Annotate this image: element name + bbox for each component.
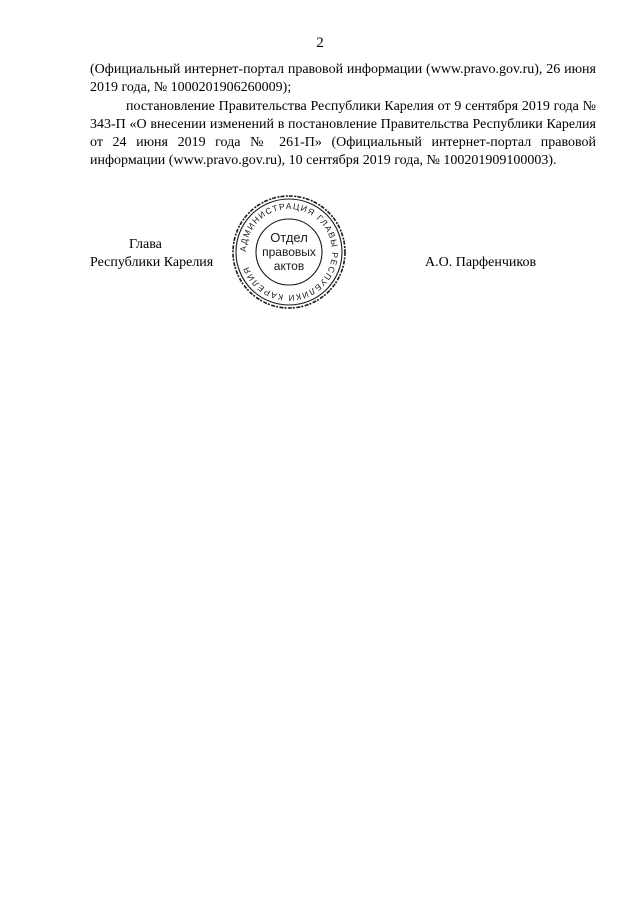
seal-center-line3: актов [273, 259, 305, 273]
official-seal-stamp [231, 194, 347, 310]
paragraph-continuation: (Официальный интернет-портал правовой информации (www.pravo.gov.ru), 26 июня 2019 года, № 1000201906260009); [90, 62, 596, 96]
seal-center-line2: правовых [262, 245, 316, 259]
page-number: 2 [316, 35, 324, 51]
seal-ring-text: АДМИНИСТРАЦИЯ ГЛАВЫ РЕСПУБЛИКИ КАРЕЛИЯ [237, 200, 341, 304]
signatory-title-line1: Глава [129, 237, 162, 252]
signatory-title-line2: Республики Карелия [90, 255, 214, 270]
body-text [90, 61, 596, 171]
seal-graphic [231, 194, 347, 310]
signatory-name: А.О. Парфенчиков [425, 255, 537, 270]
paragraph-resolution: постановление Правительства Республики Карелия от 9 сентября 2019 года № 343-П «О внесении изменений в постановление Правительства Республики Карелия от 24 июня 2019 года № 261-П» (Официальный интернет-портал правовой информации (www.pravo.gov.ru), 10 сентября 2019 года, № 100201909100003). [90, 98, 596, 169]
seal-center-line1: Отдел [270, 230, 308, 245]
